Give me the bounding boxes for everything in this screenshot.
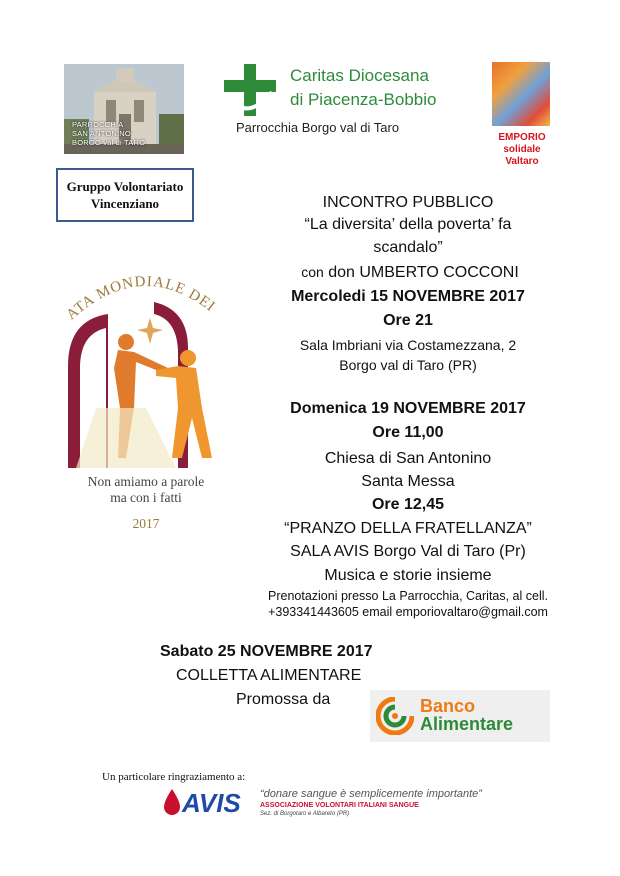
event2-music: Musica e storie insieme [324, 567, 492, 584]
avis-logo [160, 787, 252, 817]
event1-speaker-line [250, 264, 570, 282]
emporio-artwork [492, 62, 550, 126]
avis-association: ASSOCIAZIONE VOLONTARI ITALIANI SANGUE [260, 802, 419, 809]
church-photo [64, 64, 184, 154]
event1-date: Mercoledi 15 NOVEMBRE 2017 [291, 288, 525, 305]
caritas-header [222, 60, 462, 142]
banco-leaf-icon [376, 697, 414, 735]
giornata-mondiale-logo [56, 258, 236, 548]
giornata-arc-text: ATA MONDIALE DEI [63, 273, 219, 324]
church-caption-line: SAN ANTONINO [72, 129, 131, 138]
event1-place-line1: Sala Imbriani via Costamezzana, 2 [299, 337, 517, 353]
caritas-cross-icon [222, 62, 278, 118]
thanks-text: Un particolare ringraziamento a: [102, 771, 246, 783]
event3-title: COLLETTA ALIMENTARE [176, 667, 362, 684]
caritas-parish: Parrocchia Borgo val di Taro [236, 120, 400, 135]
event2-booking-line2: +393341443605 email emporiovaltaro@gmail.com [268, 605, 548, 619]
emporio-logo [484, 62, 560, 166]
event2-mass: Santa Messa [361, 473, 455, 490]
giornata-motto-line2: ma con i fatti [110, 490, 182, 505]
gruppo-line1: Gruppo Volontariato [66, 179, 184, 194]
event1-place-line2: Borgo val di Taro (PR) [339, 357, 477, 373]
church-caption [72, 120, 145, 147]
caritas-title-line1: Caritas Diocesana [290, 66, 429, 85]
event1-time: Ore 21 [383, 312, 433, 329]
event1-quote-line1: “La diversita’ della poverta’ fa [304, 216, 512, 233]
church-caption-line: PARROCCHIA [72, 120, 124, 129]
event3-date: Sabato 25 NOVEMBRE 2017 [160, 643, 373, 660]
avis-section: Sez. di Borgotaro e Albareto (PR) [260, 811, 350, 817]
church-caption-line: BORGO val di TARO [72, 138, 146, 147]
giornata-year: 2017 [132, 516, 160, 531]
banco-line1: Banco [420, 696, 476, 716]
banco-alimentare-logo [370, 690, 550, 742]
event2-place2: SALA AVIS Borgo Val di Taro (Pr) [290, 543, 526, 560]
event2-place1: Chiesa di San Antonino [324, 450, 492, 467]
gruppo-volontariato-box [56, 168, 194, 222]
svg-text:AVIS: AVIS [182, 788, 241, 817]
banco-line2: Alimentare [420, 714, 514, 734]
event1-speaker: don UMBERTO COCCONI [328, 264, 519, 281]
event3-promoted: Promossa da [236, 691, 331, 708]
gruppo-line2: Vincenziano [90, 196, 160, 211]
event1-quote-line2: scandalo” [373, 239, 443, 256]
svg-text:GIORNATA MONDIALE DEI POVERI [56, 258, 222, 323]
emporio-line1: EMPORIO [498, 132, 546, 143]
giornata-motto-line1: Non amiamo a parole [87, 474, 205, 489]
event2-lunch: “PRANZO DELLA FRATELLANZA” [284, 520, 532, 537]
event2-time2: Ore 12,45 [371, 496, 445, 513]
giornata-logo-artwork [56, 258, 236, 472]
avis-quote: “donare sangue è semplicemente importante” [260, 788, 482, 800]
event2-date: Domenica 19 NOVEMBRE 2017 [290, 400, 526, 417]
emporio-line2: solidale [503, 144, 541, 155]
emporio-line3: Valtaro [505, 156, 539, 167]
event2-time1: Ore 11,00 [372, 424, 444, 441]
event1-title: INCONTRO PUBBLICO [322, 194, 494, 211]
caritas-title-line2: di Piacenza-Bobbio [290, 90, 437, 109]
event1-con: con [301, 264, 324, 280]
event2-booking-line1: Prenotazioni presso La Parrocchia, Caritas, al cell. [268, 589, 548, 603]
